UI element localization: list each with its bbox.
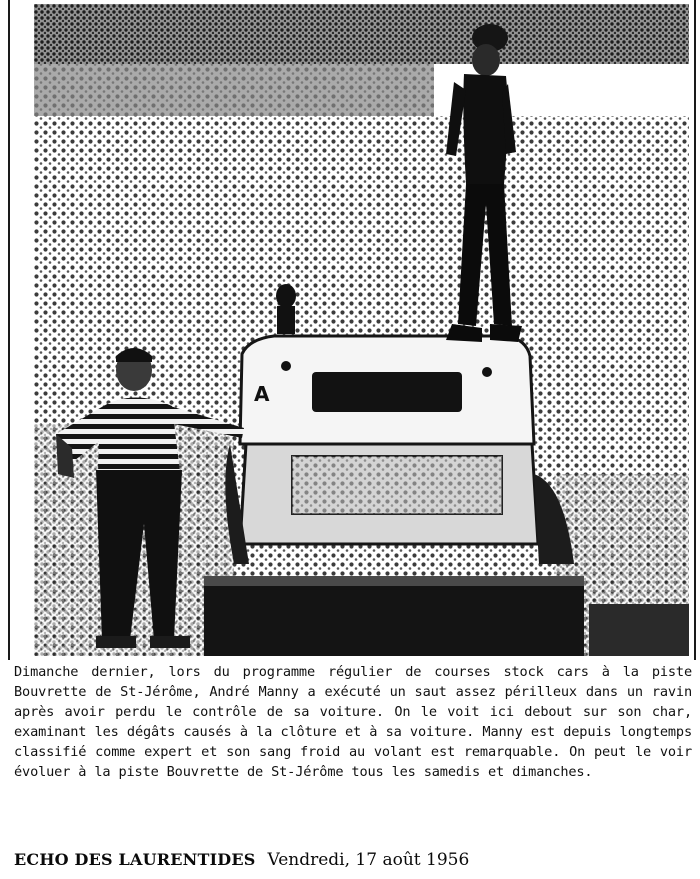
news-photo	[34, 4, 689, 656]
photo-illustration	[34, 4, 689, 656]
helper-figure	[276, 284, 296, 334]
left-column-rule	[8, 0, 10, 660]
background-trees	[34, 4, 689, 119]
newspaper-footer	[14, 850, 694, 874]
publication-date: Vendredi, 17 août 1956	[267, 850, 470, 870]
photo-caption: Dimanche dernier, lors du programme régulier de courses stock cars à la piste Bouvrette de St-Jérôme, André Manny a exécuté un saut assez périlleux dans un ravin après avoir perdu le contrôle de sa voiture. On le voit ici debout sur son char, examinant les dégâts causés à la clôture et à sa voiture. Manny est depuis longtemps classifié comme expert et son sang froid au volant est remarquable. On peut le voir évoluer à la piste Bouvrette de St-Jérôme tous les samedis et dimanches.	[14, 664, 692, 780]
right-column-rule	[694, 0, 696, 660]
car-number: A	[254, 382, 270, 406]
newspaper-name: ECHO DES LAURENTIDES	[14, 850, 256, 869]
